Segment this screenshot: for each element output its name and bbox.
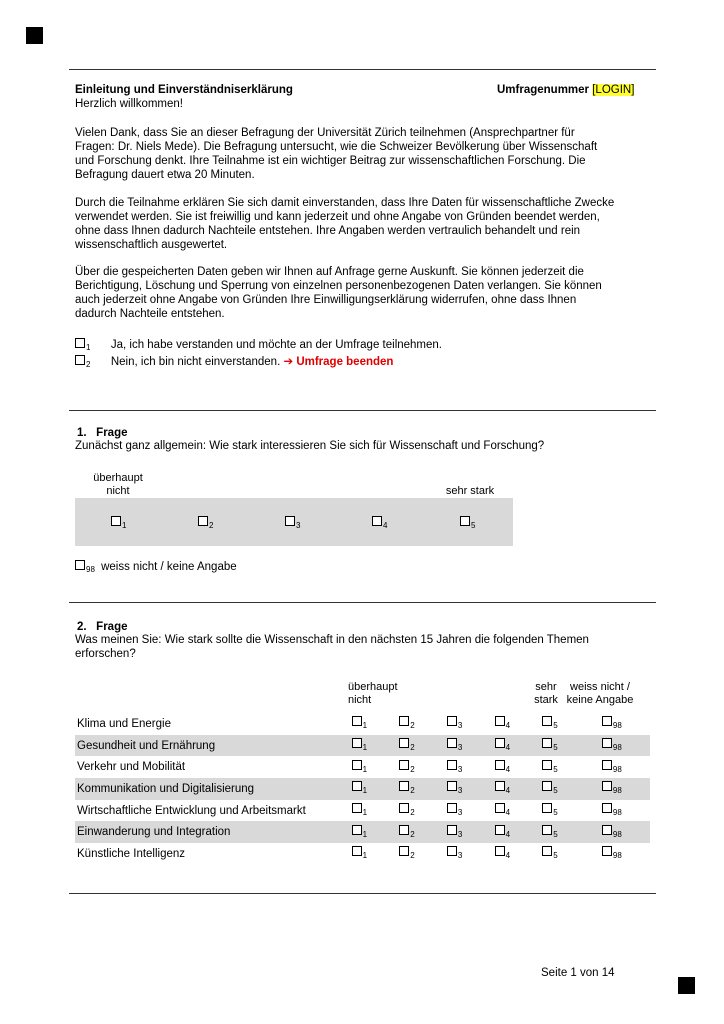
matrix-option-code: 5: [553, 764, 558, 774]
matrix-option-1[interactable]: [352, 778, 400, 800]
matrix-option-2[interactable]: [399, 735, 447, 757]
matrix-option-code: 2: [410, 786, 415, 796]
matrix-checkbox[interactable]: [352, 825, 362, 835]
matrix-checkbox[interactable]: [352, 846, 362, 856]
matrix-checkbox[interactable]: [542, 803, 552, 813]
consent-option-no[interactable]: 2 Nein, ich bin nicht einverstanden. ➔ Umfrage beenden: [75, 355, 393, 370]
matrix-option-code: 2: [410, 721, 415, 731]
question-2-heading: 2. Frage: [77, 621, 128, 633]
matrix-checkbox[interactable]: [542, 781, 552, 791]
matrix-option-code: 3: [457, 743, 463, 753]
matrix-option-code: 3: [457, 786, 463, 796]
matrix-checkbox[interactable]: [602, 846, 612, 856]
scale-option-1[interactable]: 1: [111, 516, 126, 531]
matrix-option-3[interactable]: [447, 821, 495, 843]
consent-no-checkbox[interactable]: [75, 355, 85, 365]
matrix-option-code: 4: [505, 829, 511, 839]
matrix-option-5[interactable]: [542, 821, 590, 843]
arrow-right-icon: ➔: [283, 356, 294, 368]
matrix-checkbox[interactable]: [602, 760, 612, 770]
matrix-option-code: 1: [362, 721, 368, 731]
matrix-checkbox[interactable]: [495, 846, 505, 856]
matrix-option-code: 98: [612, 851, 622, 861]
matrix-row: [75, 778, 650, 800]
scale-low-label: überhaupt nicht: [93, 472, 143, 497]
matrix-option-5[interactable]: [542, 778, 590, 800]
matrix-option-4[interactable]: [495, 735, 543, 757]
divider-question-2: [69, 602, 656, 603]
survey-number-value: [LOGIN]: [592, 84, 635, 96]
divider-question-1: [69, 410, 656, 411]
matrix-option-4[interactable]: [495, 713, 543, 735]
matrix-checkbox[interactable]: [447, 825, 457, 835]
matrix-row-label: Künstliche Intelligenz: [77, 847, 186, 860]
matrix-option-98[interactable]: [590, 843, 650, 865]
matrix-col-low-label: überhaupt nicht: [348, 681, 398, 706]
matrix-option-5[interactable]: [542, 800, 590, 822]
matrix-row: [75, 713, 650, 735]
matrix-checkbox[interactable]: [447, 738, 457, 748]
matrix-option-code: 5: [553, 829, 558, 839]
matrix-checkbox[interactable]: [352, 716, 362, 726]
matrix-checkbox[interactable]: [602, 738, 612, 748]
matrix-option-98[interactable]: [590, 778, 650, 800]
matrix-row-label: Gesundheit und Ernährung: [75, 735, 352, 757]
consent-option-yes[interactable]: 1 Ja, ich habe verstanden und möchte an der Umfrage teilnehmen.: [75, 338, 442, 353]
divider-top: [69, 69, 656, 70]
question-1-text: Zunächst ganz allgemein: Wie stark interessieren Sie sich für Wissenschaft und Forschung?: [75, 440, 545, 452]
matrix-row-label: Kommunikation und Digitalisierung: [75, 778, 352, 800]
matrix-checkbox[interactable]: [542, 846, 552, 856]
matrix-checkbox[interactable]: [447, 846, 457, 856]
matrix-checkbox[interactable]: [447, 716, 457, 726]
matrix-checkbox[interactable]: [495, 716, 505, 726]
matrix-option-code: 98: [612, 721, 622, 731]
question-1-heading: 1. Frage: [77, 427, 128, 439]
survey-number: [497, 83, 634, 97]
matrix-option-98[interactable]: [590, 756, 650, 778]
matrix-checkbox[interactable]: [447, 803, 457, 813]
matrix-option-code: 98: [612, 743, 622, 753]
matrix-checkbox[interactable]: [399, 781, 409, 791]
intro-paragraph-1: Vielen Dank, dass Sie an dieser Befragung der Universität Zürich teilnehmen (Ansprechpartner für Fragen: Dr. Niels Mede). Die Befragung untersucht, wie die Schweizer Bevölkerung über Wissenschaft und Forschung denkt. Ihre Teilnahme ist ein wichtiger Beitrag zur wissenschaftlichen Forschung. Die Befragung dauert etwa 20 Minuten.: [75, 127, 598, 181]
consent-yes-checkbox[interactable]: [75, 338, 85, 348]
matrix-option-1[interactable]: [352, 756, 400, 778]
divider-bottom: [69, 893, 656, 894]
dont-know-checkbox[interactable]: [75, 560, 85, 570]
matrix-option-code: 4: [505, 764, 511, 774]
matrix-option-2[interactable]: [399, 713, 447, 735]
matrix-option-3[interactable]: [447, 756, 495, 778]
matrix-option-code: 5: [553, 786, 558, 796]
matrix-checkbox[interactable]: [352, 738, 362, 748]
matrix-option-5[interactable]: [542, 843, 590, 865]
matrix-checkbox[interactable]: [352, 760, 362, 770]
matrix-option-code: 1: [362, 808, 368, 818]
matrix-option-5[interactable]: [542, 756, 590, 778]
matrix-option-1[interactable]: [352, 843, 400, 865]
matrix-row-label: Einwanderung und Integration: [75, 821, 352, 843]
matrix-option-1[interactable]: [352, 713, 400, 735]
matrix-checkbox[interactable]: [352, 803, 362, 813]
registration-mark-bottom-right: [678, 977, 695, 994]
matrix-option-2[interactable]: [399, 800, 447, 822]
matrix-option-3[interactable]: [447, 735, 495, 757]
dont-know-option[interactable]: 98 weiss nicht / keine Angabe: [75, 560, 237, 575]
matrix-option-2[interactable]: [399, 756, 447, 778]
interest-scale: [75, 498, 513, 546]
matrix-option-2[interactable]: [399, 843, 447, 865]
survey-number-label: Umfragenummer: [497, 84, 590, 96]
matrix-option-code: 4: [505, 786, 511, 796]
matrix-option-5[interactable]: [542, 735, 590, 757]
matrix-checkbox[interactable]: [399, 846, 409, 856]
matrix-option-code: 3: [457, 851, 463, 861]
matrix-option-98[interactable]: [590, 800, 650, 822]
matrix-row-label: Wirtschaftliche Entwicklung und Arbeitsmarkt: [77, 804, 306, 817]
matrix-option-code: 2: [410, 743, 415, 753]
matrix-option-code: 3: [457, 808, 463, 818]
matrix-option-code: 4: [505, 851, 511, 861]
matrix-checkbox[interactable]: [495, 760, 505, 770]
matrix-checkbox[interactable]: [399, 760, 409, 770]
matrix-option-code: 98: [612, 829, 622, 839]
matrix-option-5[interactable]: [542, 713, 590, 735]
matrix-checkbox[interactable]: [602, 781, 612, 791]
registration-mark-top-left: [26, 27, 43, 44]
matrix-row: [75, 821, 650, 843]
matrix-row: [75, 843, 650, 865]
scale-option-4[interactable]: 4: [372, 516, 387, 531]
topics-matrix: [75, 713, 650, 865]
matrix-row: [75, 800, 650, 822]
matrix-row: [75, 735, 650, 757]
matrix-option-code: 2: [410, 829, 415, 839]
matrix-row-label: Verkehr und Mobilität: [77, 761, 186, 774]
matrix-option-4[interactable]: [495, 800, 543, 822]
dont-know-label: weiss nicht / keine Angabe: [101, 561, 237, 573]
page-number: Seite 1 von 14: [541, 967, 615, 979]
matrix-checkbox[interactable]: [495, 803, 505, 813]
matrix-option-4[interactable]: [495, 843, 543, 865]
matrix-option-code: 4: [505, 808, 511, 818]
matrix-option-4[interactable]: [495, 778, 543, 800]
matrix-option-1[interactable]: [352, 735, 400, 757]
matrix-checkbox[interactable]: [495, 825, 505, 835]
matrix-option-3[interactable]: [447, 843, 495, 865]
scale-high-label: sehr stark: [445, 485, 495, 497]
matrix-option-code: 98: [612, 764, 622, 774]
matrix-option-code: 2: [410, 764, 415, 774]
matrix-option-code: 4: [505, 743, 511, 753]
matrix-option-3[interactable]: [447, 800, 495, 822]
matrix-option-code: 1: [362, 851, 368, 861]
matrix-option-4[interactable]: [495, 821, 543, 843]
greeting: Herzlich willkommen!: [75, 98, 183, 110]
matrix-option-code: 1: [362, 743, 368, 753]
matrix-checkbox[interactable]: [495, 781, 505, 791]
scale-option-3[interactable]: 3: [285, 516, 300, 531]
matrix-option-code: 5: [553, 808, 558, 818]
matrix-col-high-label: sehr stark: [534, 681, 558, 706]
matrix-checkbox[interactable]: [495, 738, 505, 748]
matrix-option-1[interactable]: [352, 821, 400, 843]
matrix-option-code: 1: [362, 764, 368, 774]
matrix-option-code: 2: [410, 808, 415, 818]
consent-yes-label: Ja, ich habe verstanden und möchte an der Umfrage teilnehmen.: [110, 339, 443, 351]
matrix-checkbox[interactable]: [542, 738, 552, 748]
matrix-checkbox[interactable]: [542, 716, 552, 726]
matrix-checkbox[interactable]: [399, 825, 409, 835]
matrix-checkbox[interactable]: [602, 716, 612, 726]
matrix-checkbox[interactable]: [399, 803, 409, 813]
matrix-option-1[interactable]: [352, 800, 400, 822]
matrix-option-3[interactable]: [447, 713, 495, 735]
matrix-option-code: 1: [362, 786, 368, 796]
intro-paragraph-2: Durch die Teilnahme erklären Sie sich damit einverstanden, dass Ihre Daten für wissenschaftliche Zwecke verwendet werden. Sie ist freiwillig und kann jederzeit und ohne Angabe von Gründen beendet werden, ohne dass Ihnen dadurch Nachteile entstehen. Ihre Angaben werden vertraulich behandelt und rein wissenschaftlich ausgewertet.: [75, 197, 615, 251]
matrix-checkbox[interactable]: [447, 760, 457, 770]
matrix-option-code: 4: [505, 721, 511, 731]
end-survey-link[interactable]: Umfrage beenden: [296, 356, 394, 368]
matrix-option-code: 98: [612, 808, 622, 818]
matrix-checkbox[interactable]: [399, 738, 409, 748]
matrix-option-code: 5: [553, 851, 558, 861]
matrix-option-code: 3: [457, 764, 463, 774]
matrix-option-98[interactable]: [590, 735, 650, 757]
matrix-option-2[interactable]: [399, 778, 447, 800]
matrix-option-98[interactable]: [590, 821, 650, 843]
matrix-checkbox[interactable]: [447, 781, 457, 791]
scale-option-5[interactable]: 5: [460, 516, 475, 531]
matrix-option-98[interactable]: [590, 713, 650, 735]
consent-no-label: Nein, ich bin nicht einverstanden.: [110, 356, 281, 368]
matrix-row: [75, 756, 650, 778]
matrix-checkbox[interactable]: [352, 781, 362, 791]
matrix-checkbox[interactable]: [399, 716, 409, 726]
matrix-option-code: 3: [457, 721, 463, 731]
matrix-checkbox[interactable]: [542, 825, 552, 835]
matrix-row-label: Klima und Energie: [77, 717, 171, 730]
matrix-option-code: 1: [362, 829, 368, 839]
intro-paragraph-3: Über die gespeicherten Daten geben wir Ihnen auf Anfrage gerne Auskunft. Sie können jederzeit die Berichtigung, Löschung und Sperrung von einzelnen personenbezogenen Daten verlangen. Sie können auch jederzeit ohne Angabe von Gründen Ihre Einwilligungserklärung widerrufen, ohne dass Ihnen dadurch Nachteile entstehen.: [75, 266, 602, 320]
matrix-checkbox[interactable]: [602, 803, 612, 813]
matrix-checkbox[interactable]: [542, 760, 552, 770]
matrix-checkbox[interactable]: [602, 825, 612, 835]
matrix-option-3[interactable]: [447, 778, 495, 800]
scale-option-2[interactable]: 2: [198, 516, 213, 531]
matrix-option-code: 5: [553, 743, 558, 753]
matrix-option-code: 5: [553, 721, 558, 731]
question-2-text: Was meinen Sie: Wie stark sollte die Wissenschaft in den nächsten 15 Jahren die folgenden Themen erforschen?: [75, 634, 589, 660]
matrix-option-code: 3: [457, 829, 463, 839]
matrix-option-2[interactable]: [399, 821, 447, 843]
matrix-option-4[interactable]: [495, 756, 543, 778]
section-title: Einleitung und Einverständniserklärung: [75, 84, 293, 96]
matrix-col-dk-label: weiss nicht / keine Angabe: [566, 681, 634, 706]
matrix-option-code: 2: [410, 851, 415, 861]
matrix-option-code: 98: [612, 786, 622, 796]
